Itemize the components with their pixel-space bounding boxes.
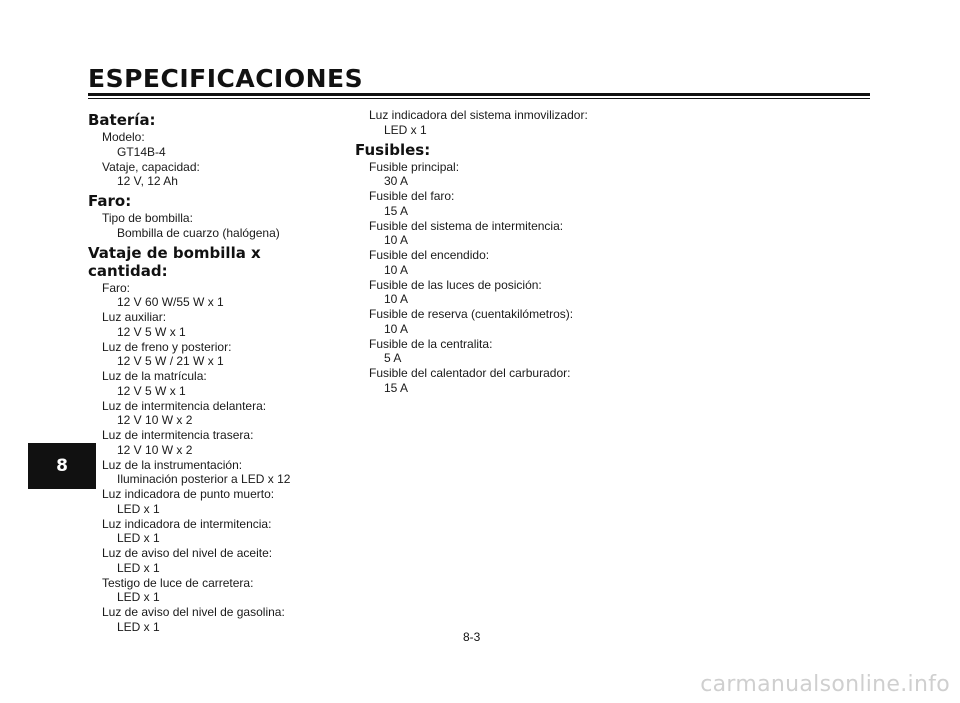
spec-label: Fusible del calentador del carburador: — [369, 366, 571, 380]
spec-value: GT14B-4 — [117, 144, 166, 159]
spec-label: Modelo: — [102, 130, 145, 144]
spec-label: Vataje, capacidad: — [102, 159, 200, 174]
section-heading-faro: Faro: — [88, 192, 132, 210]
page-number: 8-3 — [463, 630, 481, 644]
spec-value: 12 V 5 W x 1 — [117, 383, 186, 398]
page-title: ESPECIFICACIONES — [88, 64, 364, 93]
section-heading-vataje: Vataje de bombilla x cantidad: — [88, 243, 261, 280]
spec-label: Fusible del faro: — [369, 189, 455, 203]
spec-value: LED x 1 — [117, 501, 160, 516]
spec-value: Iluminación posterior a LED x 12 — [117, 472, 291, 487]
spec-value: 30 A — [384, 174, 409, 189]
section-heading-bateria: Batería: — [88, 111, 156, 129]
spec-value: LED x 1 — [384, 122, 427, 137]
spec-label: Luz de la instrumentación: — [102, 457, 243, 472]
spec-value: 12 V, 12 Ah — [117, 174, 178, 189]
spec-label: Luz de aviso del nivel de aceite: — [102, 546, 273, 560]
spec-label: Fusible de la centralita: — [369, 336, 493, 351]
spec-label: Fusible principal: — [369, 159, 460, 174]
spec-label: Tipo de bombilla: — [102, 211, 193, 225]
spec-value: 12 V 10 W x 2 — [117, 442, 193, 457]
spec-label: Fusible del sistema de intermitencia: — [369, 218, 564, 233]
spec-label: Luz indicadora de intermitencia: — [102, 516, 272, 531]
spec-value: 10 A — [384, 292, 409, 307]
spec-value: LED x 1 — [117, 590, 160, 605]
section-heading-fusibles: Fusibles: — [355, 140, 431, 159]
header-rule-thick — [88, 93, 870, 96]
spec-value: Bombilla de cuarzo (halógena) — [117, 225, 280, 240]
spec-label: Luz de la matrícula: — [102, 369, 207, 383]
spec-value: 15 A — [384, 203, 409, 218]
spec-label: Faro: — [102, 280, 131, 295]
left-column — [88, 108, 338, 635]
spec-label: Luz indicadora de punto muerto: — [102, 487, 275, 501]
spec-value: 5 A — [384, 351, 402, 366]
spec-value: LED x 1 — [117, 531, 160, 546]
watermark: carmanualsonline.info — [700, 672, 950, 697]
spec-value: 15 A — [384, 380, 409, 395]
spec-label: Luz de aviso del nivel de gasolina: — [102, 605, 285, 619]
spec-value: 10 A — [384, 321, 409, 336]
header-rule-thin — [88, 98, 870, 99]
spec-label: Luz de freno y posterior: — [102, 339, 232, 354]
spec-value: LED x 1 — [117, 619, 160, 634]
spec-value: 12 V 60 W/55 W x 1 — [117, 295, 224, 310]
spec-label: Luz de intermitencia delantera: — [102, 398, 267, 413]
spec-value: 12 V 5 W x 1 — [117, 324, 186, 339]
chapter-tab — [28, 443, 96, 489]
spec-label: Fusible del encendido: — [369, 248, 490, 262]
spec-label: Luz indicadora del sistema inmovilizador: — [369, 108, 588, 122]
chapter-number: 8 — [56, 456, 68, 476]
spec-label: Fusible de las luces de posición: — [369, 277, 542, 292]
spec-label: Luz auxiliar: — [102, 310, 167, 324]
right-column — [355, 108, 715, 396]
spec-value: 12 V 10 W x 2 — [117, 413, 193, 428]
spec-value: 10 A — [384, 262, 409, 277]
spec-label: Luz de intermitencia trasera: — [102, 428, 254, 442]
spec-value: LED x 1 — [117, 560, 160, 575]
spec-value: 12 V 5 W / 21 W x 1 — [117, 354, 224, 369]
spec-value: 10 A — [384, 233, 409, 248]
spec-label: Fusible de reserva (cuentakilómetros): — [369, 307, 574, 321]
spec-label: Testigo de luce de carretera: — [102, 575, 254, 590]
